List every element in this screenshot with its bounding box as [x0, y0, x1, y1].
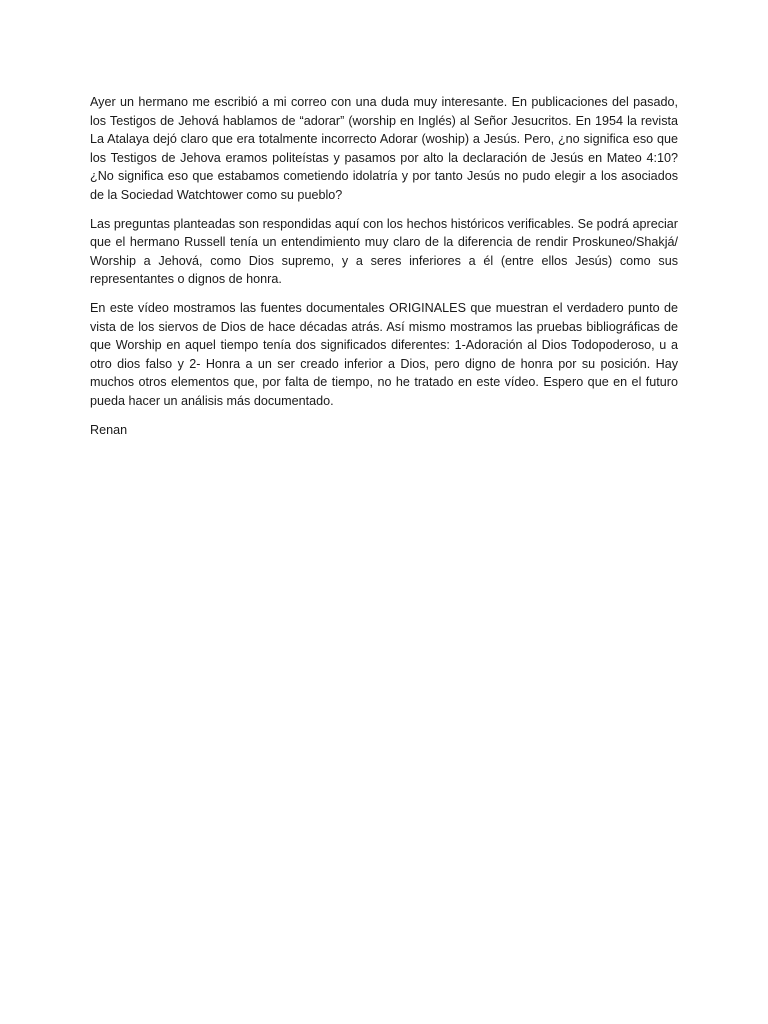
paragraph-video: En este vídeo mostramos las fuentes documentales ORIGINALES que muestran el verdadero punto de vista de los siervos de Dios de hace décadas atrás. Así mismo mostramos las pruebas bibliográficas de que Worship en aquel tiempo tenía dos significados diferentes: 1-Adoración al Dios Todopoderoso, u a otro dios falso y 2- Honra a un ser creado inferior a Dios, pero digno de honra por su posición. Hay muchos otros elementos que, por falta de tiempo, no he tratado en este vídeo. Espero que en el futuro pueda hacer un análisis más documentado.: [90, 300, 678, 408]
paragraph-answers: Las preguntas planteadas son respondidas aquí con los hechos históricos verificables. Se podrá apreciar que el hermano Russell tenía un entendimiento muy claro de la diferencia de rendir Proskuneo/Shakjá/ Worship a Jehová, como Dios supremo, y a seres inferiores a él (entre ellos Jesús) como sus representantes o dignos de honra.: [90, 216, 678, 287]
document-body: [90, 93, 678, 439]
paragraph-intro: Ayer un hermano me escribió a mi correo con una duda muy interesante. En publicaciones del pasado, los Testigos de Jehová hablamos de “adorar” (worship en Inglés) al Señor Jesucritos. En 1954 la revista La Atalaya dejó claro que era totalmente incorrecto Adorar (woship) a Jesús. Pero, ¿no significa eso que los Testigos de Jehova eramos politeístas y pasamos por alto la declaración de Jesús en Mateo 4:10? ¿No significa eso que estabamos cometiendo idolatría y por tanto Jesús no pudo elegir a los asociados de la Sociedad Watchtower como su pueblo?: [90, 95, 678, 202]
author-signature: Renan: [90, 422, 128, 437]
